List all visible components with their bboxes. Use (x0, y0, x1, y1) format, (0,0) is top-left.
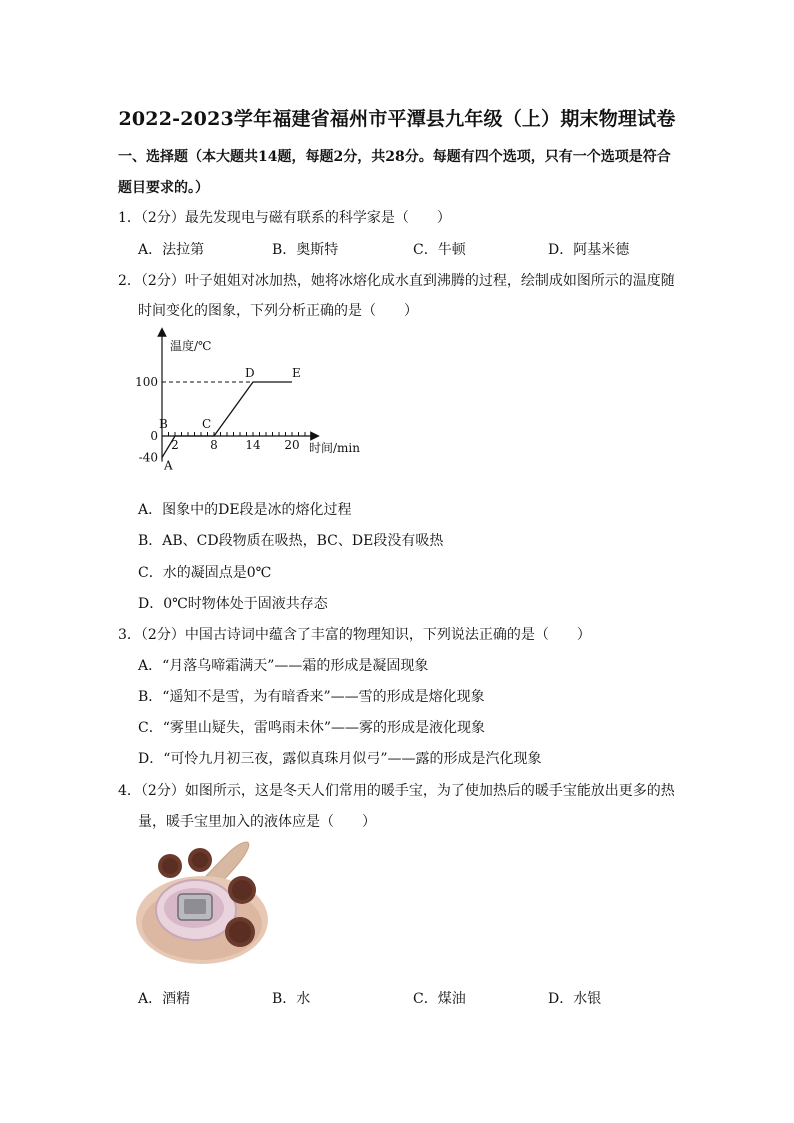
section-header: 一、选择题（本大题共14题，每题2分，共28分。每题有四个选项，只有一个选项是符合题目要求的。） (118, 149, 671, 196)
question-2-option-b: B．AB、CD段物质在吸热，BC、DE段没有吸热 (138, 533, 444, 549)
point-label-c: C (202, 417, 212, 431)
question-2-option-c: C．水的凝固点是0℃ (138, 565, 272, 581)
question-1-option-b: B．奥斯特 (272, 242, 339, 258)
x-axis-label: 时间/min (309, 441, 360, 455)
temperature-series-line (162, 382, 292, 458)
question-1-option-d: D．阿基米德 (548, 242, 630, 258)
question-1-text: 1．（2分）最先发现电与磁有联系的科学家是（ ） (118, 210, 451, 226)
question-4-option-c: C．煤油 (413, 991, 466, 1007)
question-2-option-d: D．0℃时物体处于固液共存态 (138, 596, 328, 612)
y-tick-label: -40 (138, 450, 158, 465)
point-label-a: A (164, 458, 173, 473)
question-4-option-a: A．酒精 (138, 991, 191, 1007)
question-4-option-b: B．水 (272, 991, 311, 1007)
question-1-option-a: A．法拉第 (138, 242, 205, 258)
question-3-option-b: B．“遥知不是雪，为有暗香来”——雪的形成是熔化现象 (138, 689, 485, 705)
question-3-option-c: C．“雾里山疑失，雷鸣雨未休”——雾的形成是液化现象 (138, 720, 486, 736)
question-3-option-d: D．“可怜九月初三夜，露似真珠月似弓”——露的形成是汽化现象 (138, 751, 542, 767)
y-tick-label: 0 (150, 429, 158, 443)
question-4-text-line-2: 量，暖手宝里加入的液体应是（ ） (138, 814, 376, 830)
question-3-text: 3．（2分）中国古诗词中蕴含了丰富的物理知识，下列说法正确的是（ ） (118, 627, 591, 643)
hand-warmer-image (134, 838, 274, 966)
x-tick-label: 20 (284, 438, 300, 452)
point-label-e: E (292, 366, 301, 380)
question-4-option-d: D．水银 (548, 991, 602, 1007)
question-4-text-line-1: 4．（2分）如图所示，这是冬天人们常用的暖手宝，为了使加热后的暖手宝能放出更多的热 (118, 783, 675, 799)
x-tick-label: 14 (245, 438, 261, 452)
point-label-b: B (159, 417, 168, 431)
y-tick-label: 100 (135, 375, 158, 389)
question-2-option-a: A．图象中的DE段是冰的熔化过程 (138, 502, 352, 518)
question-2-text-line-2: 时间变化的图象，下列分析正确的是（ ） (138, 303, 418, 319)
y-axis-label: 温度/℃ (170, 339, 212, 353)
question-3-option-a: A．“月落乌啼霜满天”——霜的形成是凝固现象 (138, 658, 429, 674)
page-title: 2022-2023学年福建省福州市平潭县九年级（上）期末物理试卷 (118, 108, 676, 130)
temperature-time-chart (130, 326, 410, 476)
point-label-d: D (245, 366, 255, 380)
question-2-text-line-1: 2．（2分）叶子姐姐对冰加热，她将冰熔化成水直到沸腾的过程，绘制成如图所示的温度随 (118, 273, 675, 289)
question-1-option-c: C．牛顿 (413, 242, 466, 258)
x-tick-label: 8 (210, 438, 218, 452)
x-tick-label: 2 (171, 438, 179, 452)
